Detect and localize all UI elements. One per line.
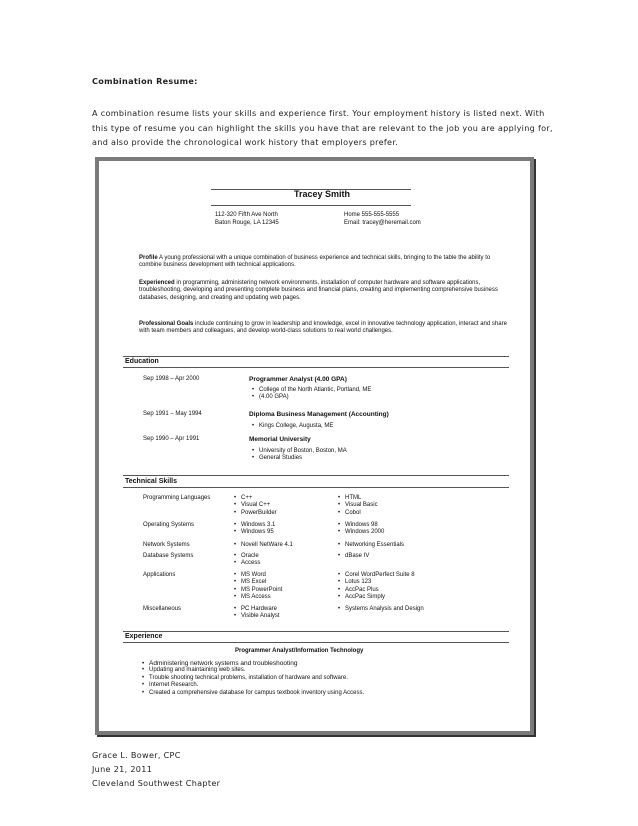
list-item: • dBase IV <box>345 553 369 560</box>
skills-rule-lower <box>123 487 509 488</box>
list-item: • College of the North Atlantic, Portland, ME <box>259 387 371 394</box>
list-item: • MS PowerPoint <box>241 587 282 594</box>
list-item: • HTML <box>345 495 378 502</box>
footer-chapter: Cleveland Southwest Chapter <box>92 778 221 788</box>
list-item: • Corel WordPerfect Suite 8 <box>345 572 415 579</box>
experience-rule-lower <box>123 642 509 643</box>
experienced-label: Experienced <box>139 280 175 286</box>
skill-col1 <box>241 495 277 517</box>
skills-title: Technical Skills <box>125 478 178 485</box>
edu-dates-1: Sep 1998 – Apr 2000 <box>143 376 200 382</box>
edu-list-2 <box>259 423 333 430</box>
list-item: • Updating and maintaining web sites. <box>149 667 364 674</box>
skills-rule <box>123 475 509 476</box>
skill-col2 <box>345 495 378 517</box>
list-item: • Visible Analyst <box>241 613 280 620</box>
experience-rule <box>123 631 509 632</box>
edu-list-3 <box>259 448 347 463</box>
list-item: • Networking Essentials <box>345 542 404 549</box>
list-item: • AccPac Simply <box>345 594 415 601</box>
experience-job: Programmer Analyst/Information Technology <box>235 648 364 654</box>
resume-name: Tracey Smith <box>294 189 351 199</box>
experienced-text: in programming, administering network environments, installation of computer hardware and software applications, troubleshooting, developing and presenting complete business and financial plans, creating and implementing comprehensive business databases, designing, and creating and updating web pages. <box>139 280 498 301</box>
edu-title-2: Diploma Business Management (Accounting) <box>249 411 389 418</box>
list-item: • Windows 95 <box>241 529 275 536</box>
list-item: • Windows 98 <box>345 522 384 529</box>
list-item: • Visual Basic <box>345 502 378 509</box>
edu-list-1 <box>259 387 371 402</box>
edu-title-3: Memorial University <box>249 436 311 443</box>
list-item: • Administering network systems and troubleshooting <box>149 660 364 667</box>
footer-author: Grace L. Bower, CPC <box>92 750 181 760</box>
skill-label: Operating Systems <box>143 522 195 528</box>
edu-dates-2: Sep 1991 – May 1994 <box>143 411 202 417</box>
list-item: • C++ <box>241 495 277 502</box>
skill-col1 <box>241 606 280 621</box>
intro-paragraph: A combination resume lists your skills and experience first. Your employment history is listed next. With this type of resume you can highlight the skills you have that are relevant to the job you are applying for, and also provide the chronological work history that employers prefer. <box>92 108 553 147</box>
page-heading: Combination Resume: <box>92 76 198 86</box>
list-item: • AccPac Plus <box>345 587 415 594</box>
list-item: • Windows 2000 <box>345 529 384 536</box>
list-item: • MS Excel <box>241 579 282 586</box>
profile-text: A young professional with a unique combination of business experience and technical skills, bringing to the table the ability to combine business development with technical applications. <box>139 255 491 269</box>
goals-label: Professional Goals <box>139 321 194 327</box>
skill-col1 <box>241 522 275 537</box>
experience-title: Experience <box>125 633 163 640</box>
experienced-paragraph <box>139 280 507 302</box>
skill-label: Applications <box>143 572 176 578</box>
list-item: • Windows 3.1 <box>241 522 275 529</box>
resume-image <box>95 157 534 735</box>
list-item: • University of Boston, Boston, MA <box>259 448 347 455</box>
list-item: • Created a comprehensive database for campus textbook inventory using Access. <box>149 690 364 697</box>
list-item: • Access <box>241 560 260 567</box>
skill-col2 <box>345 553 369 560</box>
email: Email: tracey@heremail.com <box>344 220 421 226</box>
address-line-2: Baton Rouge, LA 12345 <box>215 220 279 226</box>
goals-paragraph <box>139 321 507 336</box>
list-item: • Novell NetWare 4.1 <box>241 542 293 549</box>
list-item: • Systems Analysis and Design <box>345 606 424 613</box>
list-item: • General Studies <box>259 455 347 462</box>
skill-label: Network Systems <box>143 542 190 548</box>
education-title: Education <box>125 358 159 365</box>
education-rule <box>123 356 509 357</box>
list-item: • Visual C++ <box>241 502 277 509</box>
footer-date: June 21, 2011 <box>92 764 153 774</box>
list-item: • MS Access <box>241 594 282 601</box>
list-item: • Trouble shooting technical problems, installation of hardware and software. <box>149 675 364 682</box>
skill-col1 <box>241 542 293 549</box>
profile-paragraph <box>139 255 507 270</box>
home-phone: Home 555-555-5555 <box>344 212 400 218</box>
skill-col1 <box>241 553 260 568</box>
list-item: • (4.00 GPA) <box>259 394 371 401</box>
list-item: • PowerBuilder <box>241 510 277 517</box>
list-item: • Oracle <box>241 553 260 560</box>
experience-list <box>149 660 364 697</box>
skill-label: Miscellaneous <box>143 606 182 612</box>
skill-col2 <box>345 572 415 602</box>
list-item: • PC Hardware <box>241 606 280 613</box>
list-item: • Lotus 123 <box>345 579 415 586</box>
skill-label: Programming Languages <box>143 495 211 501</box>
list-item: • Internet Research. <box>149 682 364 689</box>
skill-label: Database Systems <box>143 553 194 559</box>
edu-title-1: Programmer Analyst (4.00 GPA) <box>249 376 347 383</box>
skill-col1 <box>241 572 282 602</box>
skill-col2 <box>345 522 384 537</box>
address-line-1: 112-320 Fifth Ave North <box>215 212 278 218</box>
list-item: • MS Word <box>241 572 282 579</box>
footer <box>92 748 554 790</box>
skill-col2 <box>345 606 424 613</box>
skill-col2 <box>345 542 404 549</box>
education-rule-lower <box>123 367 509 368</box>
name-rule-bottom <box>211 205 411 206</box>
goals-text: include continuing to grow in leadership and knowledge, excel in innovative technology application, interact and share with team members and colleagues, and develop world-class solutions to real world challenges. <box>139 321 507 335</box>
profile-label: Profile <box>139 255 158 261</box>
list-item: • Cobol <box>345 510 378 517</box>
list-item: • Kings College, Augusta, ME <box>259 423 333 430</box>
edu-dates-3: Sep 1990 – Apr 1991 <box>143 436 200 442</box>
